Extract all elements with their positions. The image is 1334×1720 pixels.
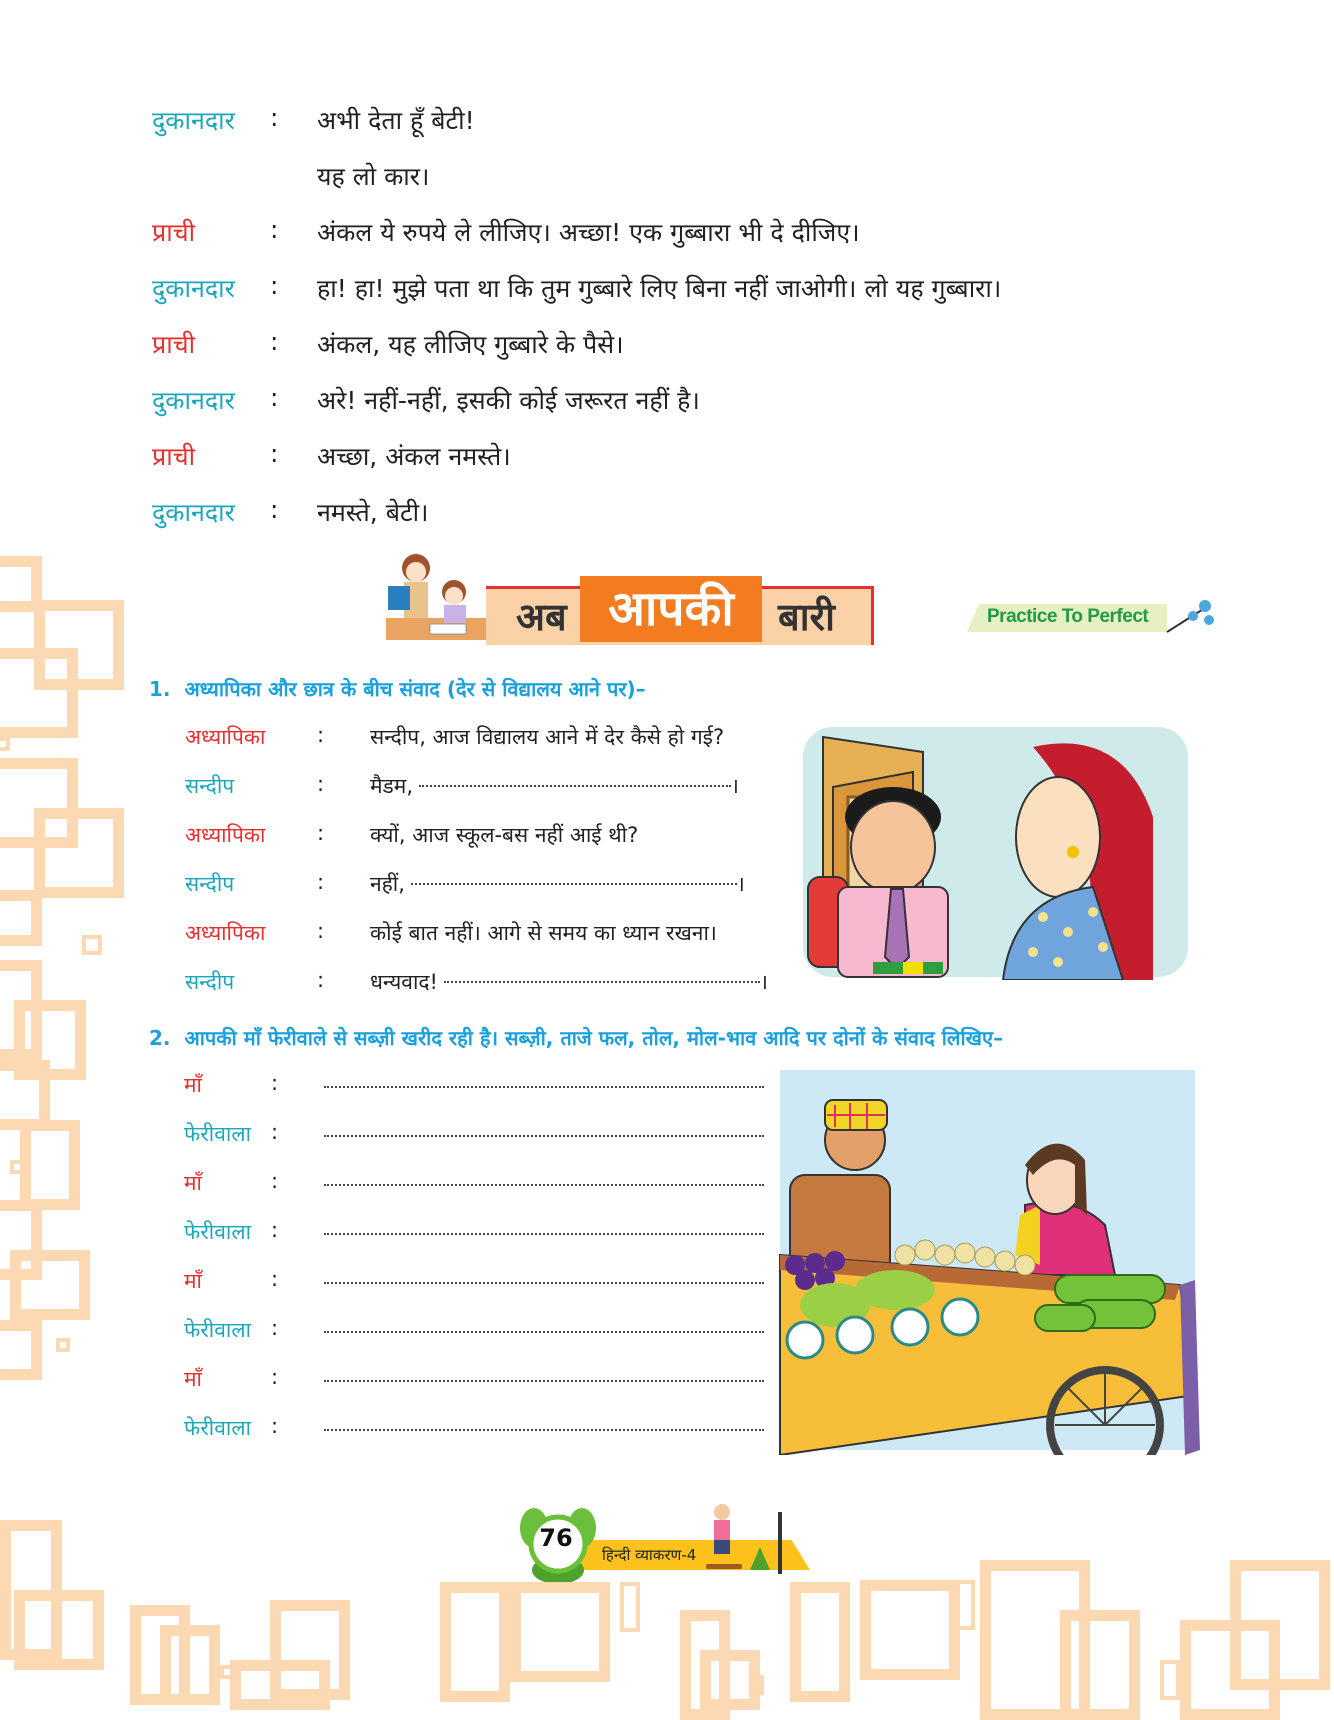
exercise-prompt-text: अध्यापिका और छात्र के बीच संवाद (देर से विद्यालय आने पर)– (184, 677, 646, 701)
blank-dotted-line[interactable] (324, 1218, 764, 1247)
colon: : (271, 1120, 279, 1144)
line-end: । (731, 774, 739, 798)
dialogue-line (185, 723, 725, 751)
speaker-label: माँ (184, 1073, 202, 1097)
colon: : (271, 1071, 279, 1095)
section-banner (386, 568, 876, 646)
dialogue-line (184, 1169, 279, 1197)
dialogue-line (152, 327, 624, 361)
colon: : (317, 723, 325, 747)
dialogue-text: सन्दीप, आज विद्यालय आने में देर कैसे हो गई? (370, 725, 725, 749)
skateboard-boy-icon (700, 1502, 790, 1577)
speaker-label: फेरीवाला (184, 1122, 252, 1146)
speaker-label: सन्दीप (185, 970, 235, 994)
speaker-label: प्राची (152, 330, 196, 359)
colon: : (270, 103, 279, 132)
answer-line[interactable] (370, 968, 768, 996)
banner-word-apki: आपकी (580, 576, 762, 642)
banner-word-bari: बारी (778, 595, 835, 639)
colon: : (271, 1169, 279, 1193)
dialogue-line (185, 821, 639, 849)
dialogue-line (184, 1365, 279, 1393)
exercise-prompt-text: आपकी माँ फेरीवाले से सब्ज़ी खरीद रही है। सब्ज़ी, ताजे फल, तोल, मोल-भाव आदि पर दोनों के संवाद लिखिए– (184, 1026, 1004, 1050)
speaker-label: दुकानदार (152, 274, 235, 303)
dialogue-text: क्यों, आज स्कूल-बस नहीं आई थी? (370, 823, 639, 847)
dialogue-line (185, 919, 717, 947)
practice-to-perfect-tag (967, 598, 1217, 636)
dialogue-text: अरे! नहीं-नहीं, इसकी कोई जरूरत नहीं है। (317, 386, 700, 415)
book-title: हिन्दी व्याकरण-4 (602, 1546, 697, 1564)
dialogue-text: अंकल ये रुपये ले लीजिए। अच्छा! एक गुब्बारा भी दे दीजिए। (317, 218, 860, 247)
exercise-number: 1. (149, 677, 171, 701)
colon: : (270, 215, 279, 244)
dialogue-line (185, 772, 739, 800)
speaker-label: अध्यापिका (185, 823, 266, 847)
page-footer (520, 1502, 820, 1582)
dialogue-line (184, 1414, 279, 1442)
colon: : (270, 439, 279, 468)
speaker-label: सन्दीप (185, 872, 235, 896)
dialogue-line (152, 495, 429, 529)
speaker-label: प्राची (152, 442, 196, 471)
speaker-label: प्राची (152, 218, 196, 247)
answer-line[interactable] (370, 870, 745, 898)
dialogue-line (184, 1316, 279, 1344)
banner-word-ab: अब (516, 595, 567, 639)
dialogue-text: नमस्ते, बेटी। (317, 498, 429, 527)
colon: : (317, 821, 325, 845)
dialogue-text: हा! हा! मुझे पता था कि तुम गुब्बारे लिए बिना नहीं जाओगी। लो यह गुब्बारा। (317, 274, 1002, 303)
speaker-label: फेरीवाला (184, 1416, 252, 1440)
dialogue-text: अच्छा, अंकल नमस्ते। (317, 442, 511, 471)
dialogue-line (184, 1120, 279, 1148)
line-prefix: मैडम, (370, 774, 414, 798)
colon: : (270, 383, 279, 412)
colon: : (271, 1414, 279, 1438)
dialogue-line (152, 383, 700, 417)
boy-teacher-illustration (793, 717, 1193, 980)
dialogue-line (152, 215, 860, 249)
dialogue-line (184, 1218, 279, 1246)
dialogue-line (185, 968, 768, 996)
colon: : (317, 968, 325, 992)
dialogue-line (152, 439, 511, 473)
dialogue-text: अभी देता हूँ बेटी! (317, 106, 475, 135)
blank-dotted-line[interactable] (444, 981, 760, 983)
page-number: 76 (539, 1524, 573, 1552)
dialogue-line (184, 1267, 279, 1295)
colon: : (317, 870, 325, 894)
dialogue-text: कोई बात नहीं। आगे से समय का ध्यान रखना। (370, 921, 717, 945)
blank-dotted-line[interactable] (411, 883, 737, 885)
colon: : (270, 327, 279, 356)
speaker-label: अध्यापिका (185, 725, 266, 749)
tag-text: Practice To Perfect (987, 606, 1149, 627)
dialogue-line (152, 103, 475, 137)
speaker-label: फेरीवाला (184, 1220, 252, 1244)
vegetable-vendor-illustration (775, 1065, 1200, 1455)
blank-dotted-line[interactable] (324, 1414, 764, 1443)
blank-dotted-line[interactable] (324, 1120, 764, 1149)
colon: : (271, 1218, 279, 1242)
dialogue-text: अंकल, यह लीजिए गुब्बारे के पैसे। (317, 330, 624, 359)
answer-line[interactable] (370, 772, 739, 800)
colon: : (317, 772, 325, 796)
flower-icon (1165, 598, 1215, 636)
colon: : (271, 1316, 279, 1340)
dialogue-line (185, 870, 745, 898)
dialogue-line (184, 1071, 279, 1099)
speaker-label: माँ (184, 1367, 202, 1391)
exercise-2-prompt (149, 1024, 1003, 1051)
blank-dotted-line[interactable] (324, 1316, 764, 1345)
speaker-label: माँ (184, 1269, 202, 1293)
colon: : (271, 1365, 279, 1389)
line-end: । (759, 970, 768, 994)
speaker-label: अध्यापिका (185, 921, 266, 945)
speaker-label: सन्दीप (185, 774, 235, 798)
line-prefix: नहीं, (370, 872, 405, 896)
blank-dotted-line[interactable] (324, 1267, 764, 1296)
blank-dotted-line[interactable] (324, 1365, 764, 1394)
blank-dotted-line[interactable] (324, 1169, 764, 1198)
colon: : (270, 495, 279, 524)
teacher-student-illustration (386, 548, 496, 644)
colon: : (270, 271, 279, 300)
line-prefix: धन्यवाद! (370, 970, 438, 994)
exercise-number: 2. (149, 1026, 171, 1050)
speaker-label: दुकानदार (152, 498, 235, 527)
colon: : (271, 1267, 279, 1291)
dialogue-text: यह लो कार। (317, 162, 430, 191)
dialogue-line (152, 271, 1002, 305)
speaker-label: दुकानदार (152, 106, 235, 135)
blank-dotted-line[interactable] (324, 1071, 764, 1100)
speaker-label: फेरीवाला (184, 1318, 252, 1342)
colon: : (317, 919, 325, 943)
line-end: । (736, 872, 745, 896)
blank-dotted-line[interactable] (419, 785, 731, 787)
speaker-label: माँ (184, 1171, 202, 1195)
exercise-1-prompt (149, 675, 646, 702)
speaker-label: दुकानदार (152, 386, 235, 415)
